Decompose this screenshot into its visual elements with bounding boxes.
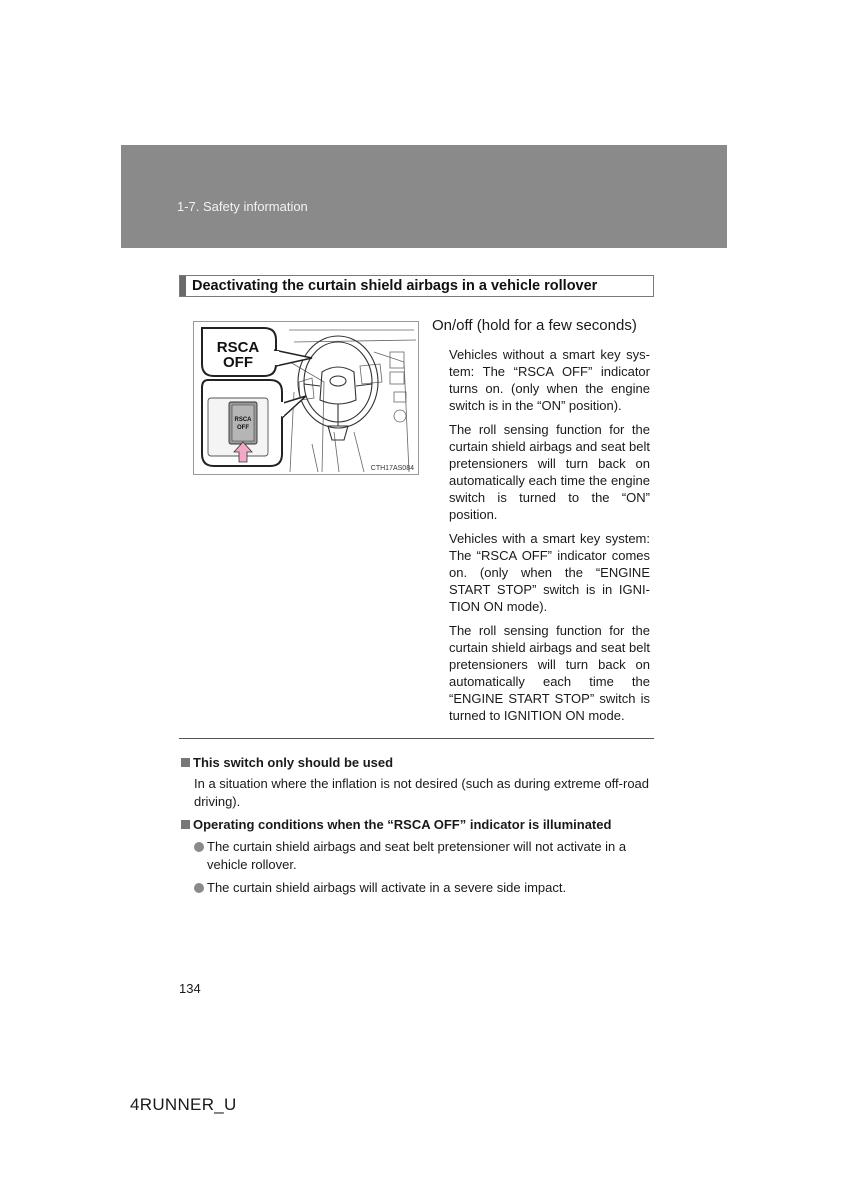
dashboard-drawing xyxy=(194,322,420,476)
note-heading-text: This switch only should be used xyxy=(193,755,394,770)
section-breadcrumb: 1-7. Safety information xyxy=(177,199,308,214)
circle-bullet-icon xyxy=(194,842,204,852)
section-title: Deactivating the curtain shield airbags in a vehicle rollover xyxy=(192,278,598,294)
note-heading-text: Operating conditions when the “RSCA OFF” indicator is illuminated xyxy=(193,817,612,832)
section-divider xyxy=(179,738,654,739)
square-bullet-icon xyxy=(181,820,190,829)
section-title-box xyxy=(179,275,654,297)
paragraph: Vehicles without a smart key system: The “RSCA OFF” indicator turns on. (only when the engine switch is in the “ON” position). xyxy=(449,347,650,413)
paragraph: The roll sensing function for the curtain shield airbags and seat belt pretensioners will turn back on automatically each time the “ENGINE START STOP” switch is turned to IGNITION ON mode. xyxy=(449,623,650,723)
dashboard-illustration xyxy=(193,321,419,475)
list-item-text: The curtain shield airbags will activate in a severe side impact. xyxy=(207,880,567,895)
callout-label-line2: OFF xyxy=(223,354,253,371)
circle-bullet-icon xyxy=(194,883,204,893)
title-accent-bar xyxy=(180,276,186,296)
note-heading xyxy=(181,754,651,772)
button-label-line2: OFF xyxy=(237,425,249,431)
button-label-line1: RSCA xyxy=(234,417,252,423)
paragraph: Vehicles with a smart key system: The “RSCA OFF” indicator comes on. (only when the “ENGINE START STOP” switch is in IGNITION ON mode). xyxy=(449,531,650,614)
description-column xyxy=(449,346,650,731)
paragraph: The roll sensing function for the curtain shield airbags and seat belt pretensioners will turn back on automatically each time the engine switch is turned to the “ON” position. xyxy=(449,422,650,522)
notes-section xyxy=(181,754,651,902)
footer-model-code: 4RUNNER_U xyxy=(130,1095,237,1114)
callout-label-line1: RSCA xyxy=(216,339,260,356)
onoff-heading: On/off (hold for a few seconds) xyxy=(432,317,637,334)
note-body: In a situation where the inflation is not desired (such as during extreme off-road driving). xyxy=(194,776,650,809)
header-band xyxy=(121,145,727,248)
page-number: 134 xyxy=(179,981,201,996)
square-bullet-icon xyxy=(181,758,190,767)
note-heading xyxy=(181,816,651,834)
list-item xyxy=(194,838,651,874)
list-item-text: The curtain shield airbags and seat belt pretensioner will not activate in a vehicle rollover. xyxy=(207,839,627,872)
figure-code: CTH17AS084 xyxy=(370,465,414,472)
list-item xyxy=(194,879,651,897)
bullet-list xyxy=(194,838,651,897)
